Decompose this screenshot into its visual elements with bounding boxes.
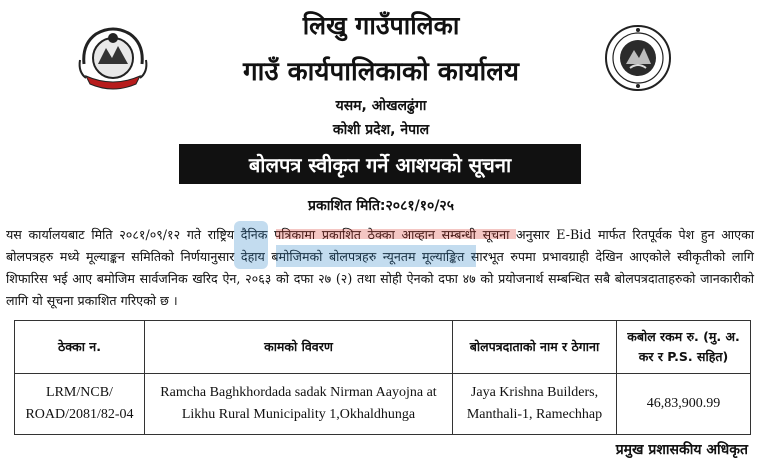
table-row bbox=[15, 374, 751, 435]
signatory-title: प्रमुख प्रशासकीय अधिकृत bbox=[615, 442, 748, 458]
col-header-bidder: बोलपत्रदाताको नाम र ठेगाना bbox=[453, 321, 617, 374]
tender-table bbox=[14, 320, 751, 435]
office-location: यसम, ओखलढुंगा bbox=[335, 98, 427, 114]
table-header-row bbox=[15, 321, 751, 374]
province-country: कोशी प्रदेश, नेपाल bbox=[332, 122, 430, 138]
cell-description: Ramcha Baghkhordada sadak Nirman Aayojna at Likhu Rural Municipality 1,Okhaldhunga bbox=[145, 374, 453, 435]
col-header-contract-no: ठेक्का न. bbox=[15, 321, 145, 374]
col-header-amount: कबोल रकम रु. (मु. अ. कर र P.S. सहित) bbox=[617, 321, 751, 374]
published-date: प्रकाशित मिति:२०८१/१०/२५ bbox=[307, 198, 454, 214]
municipality-name: लिखु गाउँपालिका bbox=[302, 11, 460, 40]
office-name: गाउँ कार्यपालिकाको कार्यालय bbox=[243, 57, 519, 87]
cell-bidder: Jaya Krishna Builders, Manthali-1, Ramechhap bbox=[453, 374, 617, 435]
cell-amount: 46,83,900.99 bbox=[617, 374, 751, 435]
cell-contract-no: LRM/NCB/ ROAD/2081/82-04 bbox=[15, 374, 145, 435]
col-header-description: कामको विवरण bbox=[145, 321, 453, 374]
notice-body: यस कार्यालयबाट मिति २०८१/०९/१२ गते राष्ट्रिय दैनिक पत्रिकामा प्रकाशित ठेक्का आव्हान सम्बन्धी सूचना अनुसार E-Bid मार्फत रितपूर्वक पेश हुन आएका बोलपत्रहरु मध्ये मूल्याङ्कन समितिको निर्णयानुसार देहाय बमोजिमको बोलपत्रहरु न्यूनतम मूल्याङ्कित सारभूत रुपमा प्रभावग्राही देखिन आएकोले स्वीकृतीको लागि शिफारिस भई आए बमोजिम सार्वजनिक खरिद ऐन, २०६३ को दफा २७ (२) तथा सोही ऐनको दफा ४७ को प्रयोजनार्थ सम्बन्धित सबै बोलपत्रदाताहरुको जानकारीको लागि यो सूचना प्रकाशित गरिएको छ । bbox=[6, 227, 754, 308]
notice-title: बोलपत्र स्वीकृत गर्ने आशयको सूचना bbox=[179, 144, 581, 184]
